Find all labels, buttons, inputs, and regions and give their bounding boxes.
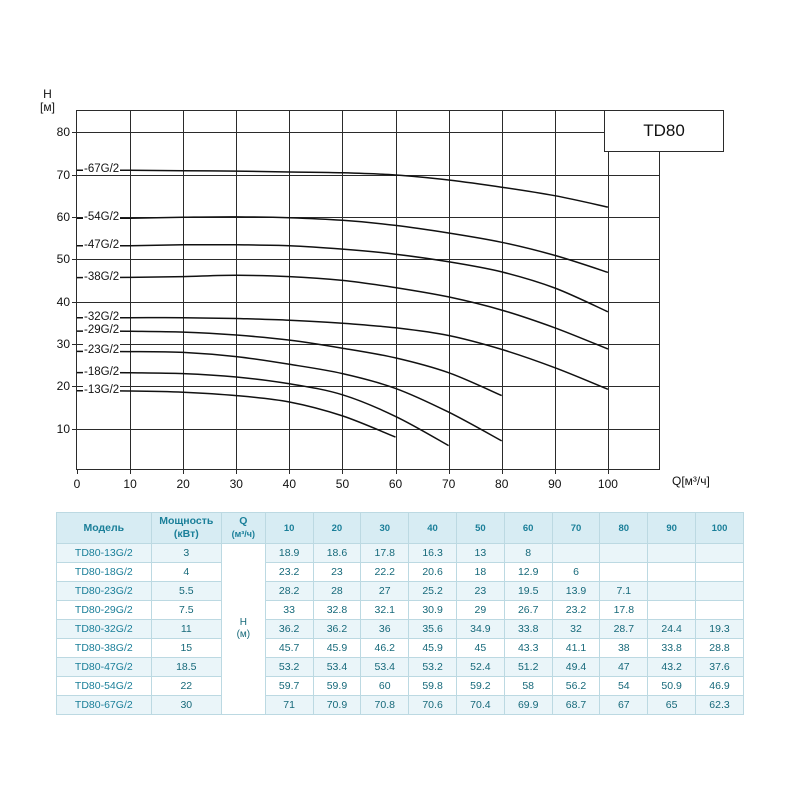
- x-tick-label: 20: [176, 477, 190, 491]
- cell-head-value: 28.7: [600, 620, 648, 639]
- cell-head-value: 70.8: [361, 696, 409, 715]
- performance-curve: [77, 170, 608, 207]
- x-tick-label: 90: [548, 477, 562, 491]
- cell-head-value: 67: [600, 696, 648, 715]
- cell-head-value: 46.9: [696, 677, 744, 696]
- cell-head-value: 70.4: [456, 696, 504, 715]
- cell-head-value: 59.9: [313, 677, 361, 696]
- x-tick-label: 30: [229, 477, 243, 491]
- cell-head-value: 45.9: [313, 639, 361, 658]
- cell-head-value: 19.3: [696, 620, 744, 639]
- cell-head-value: 18.9: [265, 544, 313, 563]
- cell-head-value: 45.9: [409, 639, 457, 658]
- cell-head-value: 69.9: [504, 696, 552, 715]
- cell-head-value: 25.2: [409, 582, 457, 601]
- cell-head-value: [696, 582, 744, 601]
- cell-head-value: 13: [456, 544, 504, 563]
- cell-model: TD80-47G/2: [57, 658, 152, 677]
- y-axis-label: [40, 88, 55, 114]
- unit-symbol: H: [239, 617, 247, 628]
- cell-head-value: 70.9: [313, 696, 361, 715]
- cell-head-value: 59.2: [456, 677, 504, 696]
- cell-head-value: 27: [361, 582, 409, 601]
- cell-head-value: 23: [456, 582, 504, 601]
- cell-head-value: 59.8: [409, 677, 457, 696]
- cell-head-value: 43.2: [648, 658, 696, 677]
- performance-curve: [77, 351, 502, 441]
- header-flow-20: 20: [313, 513, 361, 544]
- table-row: [57, 696, 744, 715]
- cell-head-value: 29: [456, 601, 504, 620]
- cell-head-value: 53.4: [313, 658, 361, 677]
- table-body: [57, 544, 744, 715]
- cell-head-value: 60: [361, 677, 409, 696]
- table-row: [57, 620, 744, 639]
- header-flow-unit: [221, 513, 265, 544]
- cell-head-value: 28.2: [265, 582, 313, 601]
- cell-head-value: 17.8: [600, 601, 648, 620]
- cell-head-value: 46.2: [361, 639, 409, 658]
- table-row: [57, 582, 744, 601]
- cell-power: 7.5: [151, 601, 221, 620]
- cell-head-value: 53.2: [265, 658, 313, 677]
- header-flow-80: 80: [600, 513, 648, 544]
- y-axis-label-line2: [м]: [40, 100, 55, 114]
- table-row: [57, 563, 744, 582]
- cell-head-value: [600, 563, 648, 582]
- cell-head-value: 23.2: [265, 563, 313, 582]
- cell-head-value: [648, 544, 696, 563]
- cell-head-value: 59.7: [265, 677, 313, 696]
- cell-power: 4: [151, 563, 221, 582]
- table-head: [57, 513, 744, 544]
- cell-head-value: 28.8: [696, 639, 744, 658]
- cell-head-value: 13.9: [552, 582, 600, 601]
- x-tick-label: 80: [495, 477, 509, 491]
- model-label-box: TD80: [604, 110, 724, 152]
- x-tick-label: 100: [597, 477, 618, 491]
- y-tick-label: 60: [56, 209, 70, 224]
- x-tick-label: 0: [73, 477, 81, 491]
- y-tick-label: 80: [56, 125, 70, 140]
- cell-power: 18.5: [151, 658, 221, 677]
- cell-head-value: 53.4: [361, 658, 409, 677]
- cell-head-value: [648, 582, 696, 601]
- header-flow-60: 60: [504, 513, 552, 544]
- y-axis-label-line1: H: [43, 87, 52, 101]
- table-row: [57, 677, 744, 696]
- cell-head-value: [648, 563, 696, 582]
- cell-head-value: 36.2: [265, 620, 313, 639]
- cell-head-value: 32.1: [361, 601, 409, 620]
- cell-head-value: 71: [265, 696, 313, 715]
- header-flow-30: 30: [361, 513, 409, 544]
- header-q-symbol: Q: [239, 515, 248, 527]
- cell-power: 5.5: [151, 582, 221, 601]
- header-flow-90: 90: [648, 513, 696, 544]
- cell-head-value: 24.4: [648, 620, 696, 639]
- curve-label: -23G/2: [84, 344, 120, 357]
- cell-head-value: 32: [552, 620, 600, 639]
- table-row: [57, 639, 744, 658]
- specification-table: [56, 512, 744, 715]
- table-row: [57, 544, 744, 563]
- x-tick-label: 60: [388, 477, 403, 491]
- cell-head-value: 68.7: [552, 696, 600, 715]
- header-flow-10: 10: [265, 513, 313, 544]
- header-power: [151, 513, 221, 544]
- cell-model: TD80-67G/2: [57, 696, 152, 715]
- cell-head-value: 19.5: [504, 582, 552, 601]
- y-tick-label: 70: [56, 167, 70, 182]
- performance-curve: [77, 391, 396, 437]
- cell-model: TD80-54G/2: [57, 677, 152, 696]
- cell-head-value: 54: [600, 677, 648, 696]
- cell-head-value: [696, 563, 744, 582]
- cell-head-value: 35.6: [409, 620, 457, 639]
- cell-head-value: [552, 544, 600, 563]
- cell-head-value: 49.4: [552, 658, 600, 677]
- curve-label: -18G/2: [84, 365, 120, 378]
- curve-label: -29G/2: [84, 324, 120, 337]
- cell-head-value: 45: [456, 639, 504, 658]
- cell-head-value: 52.4: [456, 658, 504, 677]
- cell-head-value: 65: [648, 696, 696, 715]
- cell-head-value: 7.1: [600, 582, 648, 601]
- table-header-row: [57, 513, 744, 544]
- cell-power: 15: [151, 639, 221, 658]
- performance-curve: [77, 245, 608, 312]
- curve-label: -67G/2: [84, 163, 120, 176]
- cell-head-value: 26.7: [504, 601, 552, 620]
- header-flow-100: 100: [696, 513, 744, 544]
- cell-head-value: 36: [361, 620, 409, 639]
- curve-label: -38G/2: [84, 270, 120, 283]
- y-tick-label: 10: [56, 421, 70, 436]
- x-tick-label: 40: [282, 477, 297, 491]
- cell-head-value: 41.1: [552, 639, 600, 658]
- y-tick-label: 40: [56, 294, 70, 309]
- cell-head-value: [648, 601, 696, 620]
- curve-label: -54G/2: [84, 211, 120, 224]
- performance-curve: [77, 331, 502, 396]
- y-tick-label: 50: [56, 252, 70, 267]
- cell-head-value: 18: [456, 563, 504, 582]
- header-q-unit: (м³/ч): [231, 529, 256, 539]
- cell-head-value: 53.2: [409, 658, 457, 677]
- cell-head-value: 50.9: [648, 677, 696, 696]
- cell-head-value: 20.6: [409, 563, 457, 582]
- cell-head-value: 36.2: [313, 620, 361, 639]
- cell-power: 3: [151, 544, 221, 563]
- y-tick-label: 20: [56, 379, 70, 394]
- cell-head-value: 28: [313, 582, 361, 601]
- plot-area: [56, 110, 660, 491]
- header-flow-50: 50: [456, 513, 504, 544]
- cell-head-value: [600, 544, 648, 563]
- cell-head-value: 18.6: [313, 544, 361, 563]
- cell-head-value: 17.8: [361, 544, 409, 563]
- cell-head-unit: [221, 544, 265, 715]
- cell-head-value: 12.9: [504, 563, 552, 582]
- cell-head-value: 23.2: [552, 601, 600, 620]
- cell-head-value: 33.8: [504, 620, 552, 639]
- cell-head-value: 45.7: [265, 639, 313, 658]
- performance-curve: [77, 275, 608, 349]
- cell-head-value: 16.3: [409, 544, 457, 563]
- cell-head-value: 70.6: [409, 696, 457, 715]
- cell-model: TD80-23G/2: [57, 582, 152, 601]
- header-flow-70: 70: [552, 513, 600, 544]
- cell-head-value: 32.8: [313, 601, 361, 620]
- header-flow-40: 40: [409, 513, 457, 544]
- cell-head-value: 37.6: [696, 658, 744, 677]
- cell-head-value: 34.9: [456, 620, 504, 639]
- x-tick-label: 50: [335, 477, 350, 491]
- curve-label: -13G/2: [84, 383, 120, 396]
- x-tick-label: 10: [123, 477, 137, 491]
- table-row: [57, 601, 744, 620]
- cell-power: 11: [151, 620, 221, 639]
- header-power-line1: Мощность: [159, 515, 214, 527]
- cell-model: TD80-32G/2: [57, 620, 152, 639]
- cell-head-value: 56.2: [552, 677, 600, 696]
- cell-head-value: 43.3: [504, 639, 552, 658]
- cell-head-value: 62.3: [696, 696, 744, 715]
- y-tick-label: 30: [56, 336, 70, 351]
- cell-head-value: [696, 601, 744, 620]
- header-model: Модель: [57, 513, 152, 544]
- performance-curve: [77, 318, 608, 390]
- cell-head-value: 30.9: [409, 601, 457, 620]
- cell-head-value: [696, 544, 744, 563]
- cell-power: 30: [151, 696, 221, 715]
- curve-label: -47G/2: [84, 238, 120, 251]
- cell-head-value: 6: [552, 563, 600, 582]
- cell-head-value: 38: [600, 639, 648, 658]
- cell-power: 22: [151, 677, 221, 696]
- table-row: [57, 658, 744, 677]
- cell-model: TD80-13G/2: [57, 544, 152, 563]
- cell-model: TD80-29G/2: [57, 601, 152, 620]
- curve-group: [77, 111, 661, 471]
- cell-model: TD80-38G/2: [57, 639, 152, 658]
- cell-head-value: 33.8: [648, 639, 696, 658]
- cell-head-value: 33: [265, 601, 313, 620]
- curve-label: -32G/2: [84, 310, 120, 323]
- cell-head-value: 51.2: [504, 658, 552, 677]
- x-axis-label: Q[м³/ч]: [672, 474, 710, 488]
- cell-head-value: 8: [504, 544, 552, 563]
- cell-model: TD80-18G/2: [57, 563, 152, 582]
- cell-head-value: 22.2: [361, 563, 409, 582]
- data-table: [56, 512, 744, 715]
- x-tick-label: 70: [441, 477, 456, 491]
- unit-value: (м): [236, 629, 251, 640]
- cell-head-value: 58: [504, 677, 552, 696]
- cell-head-value: 47: [600, 658, 648, 677]
- header-power-line2: (кВт): [173, 528, 199, 540]
- performance-curve: [77, 373, 449, 446]
- cell-head-value: 23: [313, 563, 361, 582]
